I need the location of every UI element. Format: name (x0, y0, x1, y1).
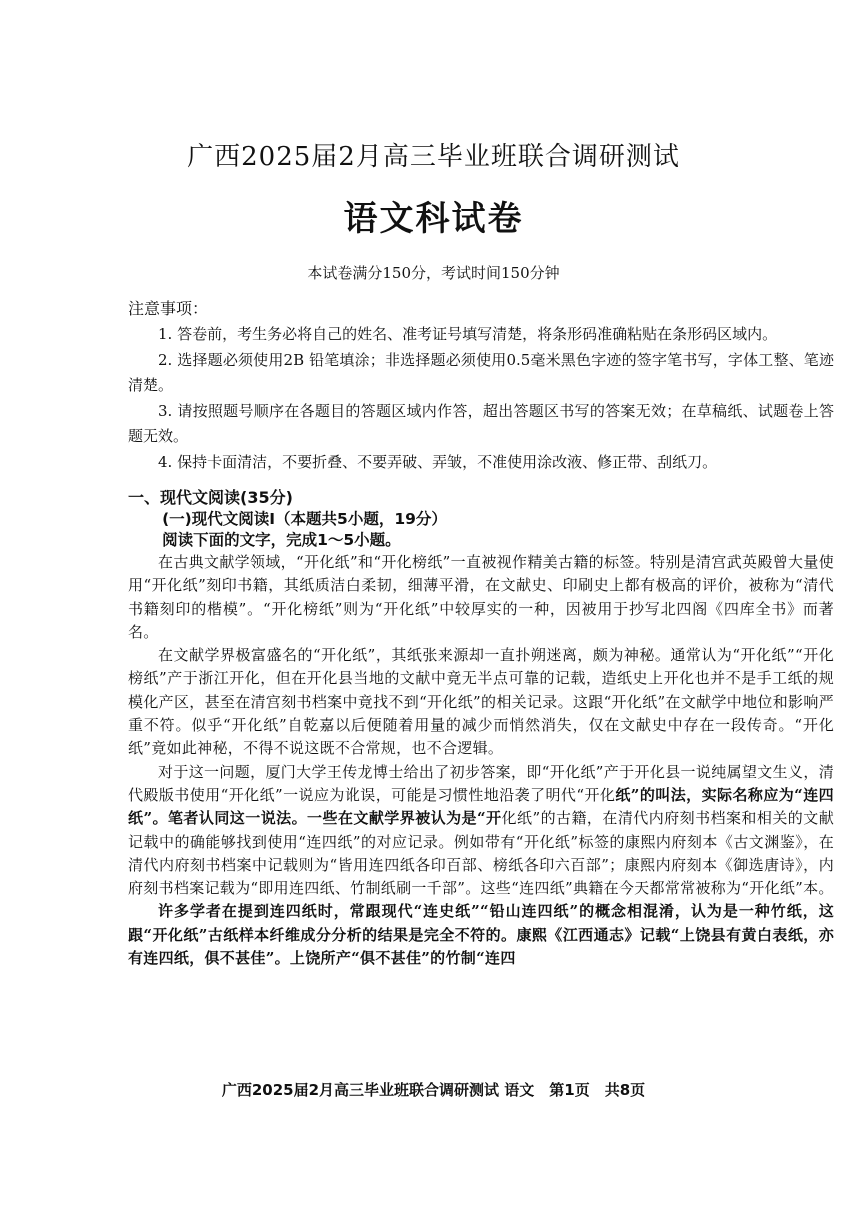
notice-item: 1. 答卷前，考生务必将自己的姓名、准考证号填写清楚，将条形码准确粘贴在条形码区域内。 (158, 325, 778, 343)
notice-item: 4. 保持卡面清洁，不要折叠、不要弄破、弄皱，不准使用涂改液、修正带、刮纸刀。 (158, 452, 718, 471)
score-time-line: 本试卷满分150分，考试时间150分钟 (307, 264, 560, 282)
notice-block (128, 296, 834, 475)
notice-label: 注意事项： (128, 299, 209, 318)
reading-instruction: 阅读下面的文字，完成1～5小题。 (162, 531, 401, 549)
passage-paragraph-1: 在古典文献学领域，“开化纸”和“开化榜纸”一直被视作精美古籍的标签。特别是清宫武英殿曾大量使用“开化纸”刻印书籍，其纸质洁白柔韧，细薄平滑，在文献史、印刷史上都有极高的评价，被称为“清代书籍刻印的楷模”。“开化榜纸”则为“开化纸”中较厚实的一种，因被用于抄写北四阁《四库全书》而著名。 (128, 553, 834, 641)
paragraph-3-bold-text: 纸”的叫法，实际名称应为“连四纸”。笔者认同这一说法。一些在文献学界被认为是“开 (128, 785, 834, 828)
passage-paragraph-4: 许多学者在提到连四纸时，常跟现代“连史纸”“铅山连四纸”的概念相混淆，认为是一种竹纸，这跟“开化纸”古纸样本纤维成分分析的结果是完全不符的。康熙《江西通志》记载“上饶县有黄白表纸，亦有连四纸，俱不甚佳”。上饶所产“俱不甚佳”的竹制“连四 (128, 902, 834, 968)
page-content (128, 296, 834, 970)
passage-paragraph-2: 在文献学界极富盛名的“开化纸”，其纸张来源却一直扑朔迷离，颇为神秘。通常认为“开化纸”“开化榜纸”产于浙江开化，但在开化县当地的文献中竟无半点可靠的记载，造纸史上开化也并不是手工纸的规模化产区，甚至在清宫刻书档案中竟找不到“开化纸”的相关记录。这跟“开化纸”在文献学中地位和影响严重不符。似乎“开化纸”自乾嘉以后便随着用量的减少而悄然消失，仅在文献史中存在一段传奇。“开化纸”竟如此神秘，不得不说这既不合常规，也不合逻辑。 (128, 646, 834, 758)
paragraph-3-rest-text: 化纸”的古籍，在清代内府刻书档案和相关的文献记载中的确能够找到使用“连四纸”的对应记录。例如带有“开化纸”标签的康熙内府刻本《古文渊鉴》，在清代内府刻书档案中记载则为“皆用连四纸各印百部、榜纸各印六百部”；康熙内府刻本《御选唐诗》，内府刻书档案记载为“即用连四纸、竹制纸刷一千部”。这些“连四纸”典籍在今天都常常被称为“开化纸”本。 (128, 809, 834, 898)
exam-title: 广西2025届2月高三毕业班联合调研测试 (187, 142, 680, 172)
subsection-title: (一)现代文阅读Ⅰ（本题共5小题，19分） (162, 510, 447, 528)
passage-paragraph-3 (128, 761, 834, 901)
page-footer: 广西2025届2月高三毕业班联合调研测试 语文 第1页 共8页 (221, 1081, 646, 1099)
section-title: 一、现代文阅读(35分) (128, 488, 293, 507)
paragraph-3-text: 对于这一问题，厦门大学王传龙博士给出了初步答案，即“开化纸”产于开化县一说纯属望文生义，清代殿版书使用“开化纸”一说应为讹误，可能是习惯性地沿袭了明代“开化 (128, 762, 834, 804)
subject-title: 语文科试卷 (343, 199, 524, 239)
reading-passage (128, 551, 834, 970)
notice-item: 3. 请按照题号顺序在各题目的答题区域内作答，超出答题区书写的答案无效；在草稿纸、试题卷上答题无效。 (128, 401, 834, 445)
notice-item: 2. 选择题必须使用2B 铅笔填涂；非选择题必须使用0.5毫米黑色字迹的签字笔书写，字体工整、笔迹清楚。 (128, 350, 834, 394)
